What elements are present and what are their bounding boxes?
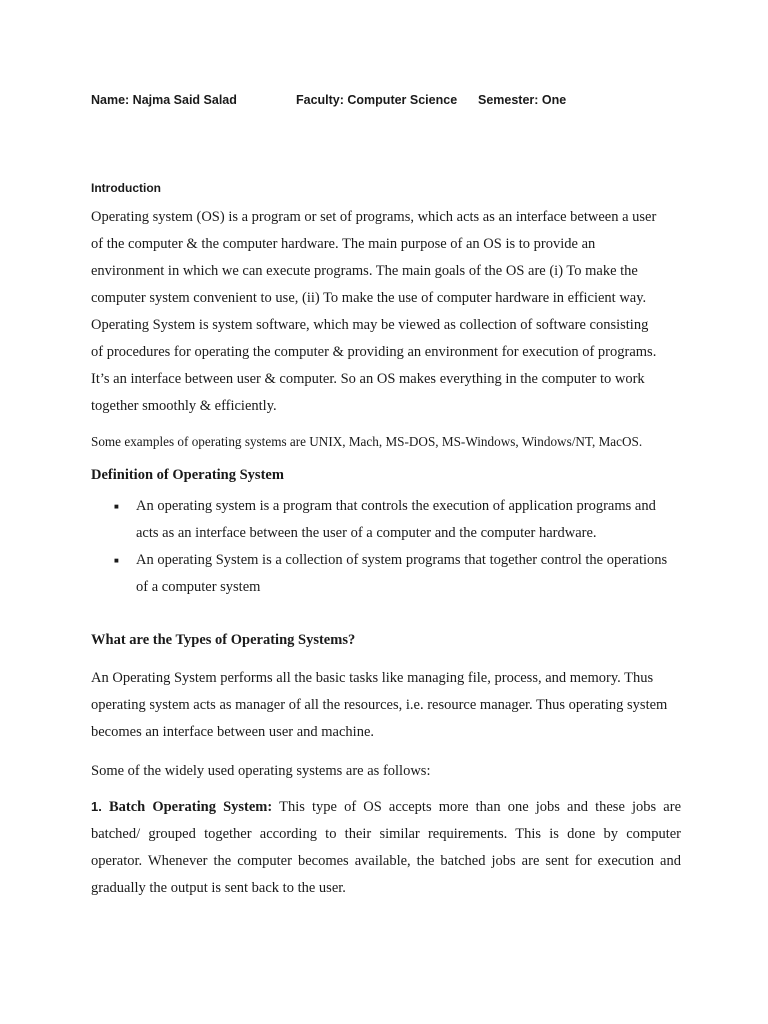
list-item bbox=[91, 547, 681, 601]
paragraph-line: Operating System is system software, which may be viewed as collection of software consisting bbox=[91, 317, 649, 333]
widely-used-line: Some of the widely used operating systems are as follows: bbox=[91, 763, 431, 779]
list-item-line: An operating system is a program that controls the execution of application programs and bbox=[136, 498, 656, 514]
paragraph-line: batched/ grouped together according to their similar requirements. This is done by computer bbox=[91, 826, 681, 842]
square-bullet-icon: ■ bbox=[114, 502, 119, 511]
student-name: Name: Najma Said Salad bbox=[91, 93, 237, 107]
batch-os-intro: This type of OS accepts more than one jobs and these jobs are bbox=[279, 799, 681, 815]
square-bullet-icon: ■ bbox=[114, 556, 119, 565]
paragraph-line: Operating system (OS) is a program or set of programs, which acts as an interface between a user bbox=[91, 209, 657, 225]
paragraph-line bbox=[91, 793, 681, 821]
paragraph-line: computer system convenient to use, (ii) To make the use of computer hardware in efficient way. bbox=[91, 290, 647, 306]
paragraph-line: together smoothly & efficiently. bbox=[91, 398, 277, 414]
list-item-line: of a computer system bbox=[136, 579, 261, 595]
paragraph-line: environment in which we can execute programs. The main goals of the OS are (i) To make the bbox=[91, 263, 638, 279]
paragraph-line: operator. Whenever the computer becomes available, the batched jobs are sent for execution and bbox=[91, 853, 681, 869]
paragraph-line: It’s an interface between user & computer. So an OS makes everything in the computer to work bbox=[91, 371, 645, 387]
paragraph-line: gradually the output is sent back to the user. bbox=[91, 880, 346, 896]
header-line bbox=[0, 93, 768, 109]
faculty-label: Faculty: Computer Science bbox=[296, 93, 458, 107]
types-heading: What are the Types of Operating Systems? bbox=[91, 632, 356, 648]
batch-os-paragraph bbox=[91, 793, 681, 902]
paragraph-line: An Operating System performs all the basic tasks like managing file, process, and memory. Thus bbox=[91, 670, 654, 686]
batch-os-number: 1. bbox=[91, 799, 102, 814]
types-paragraph bbox=[91, 665, 681, 746]
paragraph-line: of the computer & the computer hardware. The main purpose of an OS is to provide an bbox=[91, 236, 596, 252]
semester-label: Semester: One bbox=[478, 93, 567, 107]
paragraph-line: operating system acts as manager of all the resources, i.e. resource manager. Thus operating system bbox=[91, 697, 668, 713]
examples-line: Some examples of operating systems are UNIX, Mach, MS-DOS, MS-Windows, Windows/NT, MacOS. bbox=[91, 434, 643, 449]
introduction-paragraph bbox=[91, 204, 681, 420]
list-item bbox=[91, 493, 681, 547]
list-item-line: An operating System is a collection of system programs that together control the operations bbox=[136, 552, 668, 568]
definition-heading: Definition of Operating System bbox=[91, 467, 284, 483]
definition-list bbox=[91, 493, 681, 601]
paragraph-line: of procedures for operating the computer & providing an environment for execution of programs. bbox=[91, 344, 657, 360]
paragraph-line: becomes an interface between user and machine. bbox=[91, 724, 375, 740]
list-item-line: acts as an interface between the user of a computer and the computer hardware. bbox=[136, 525, 597, 541]
batch-os-title: Batch Operating System: bbox=[108, 799, 273, 815]
introduction-heading: Introduction bbox=[91, 181, 161, 195]
